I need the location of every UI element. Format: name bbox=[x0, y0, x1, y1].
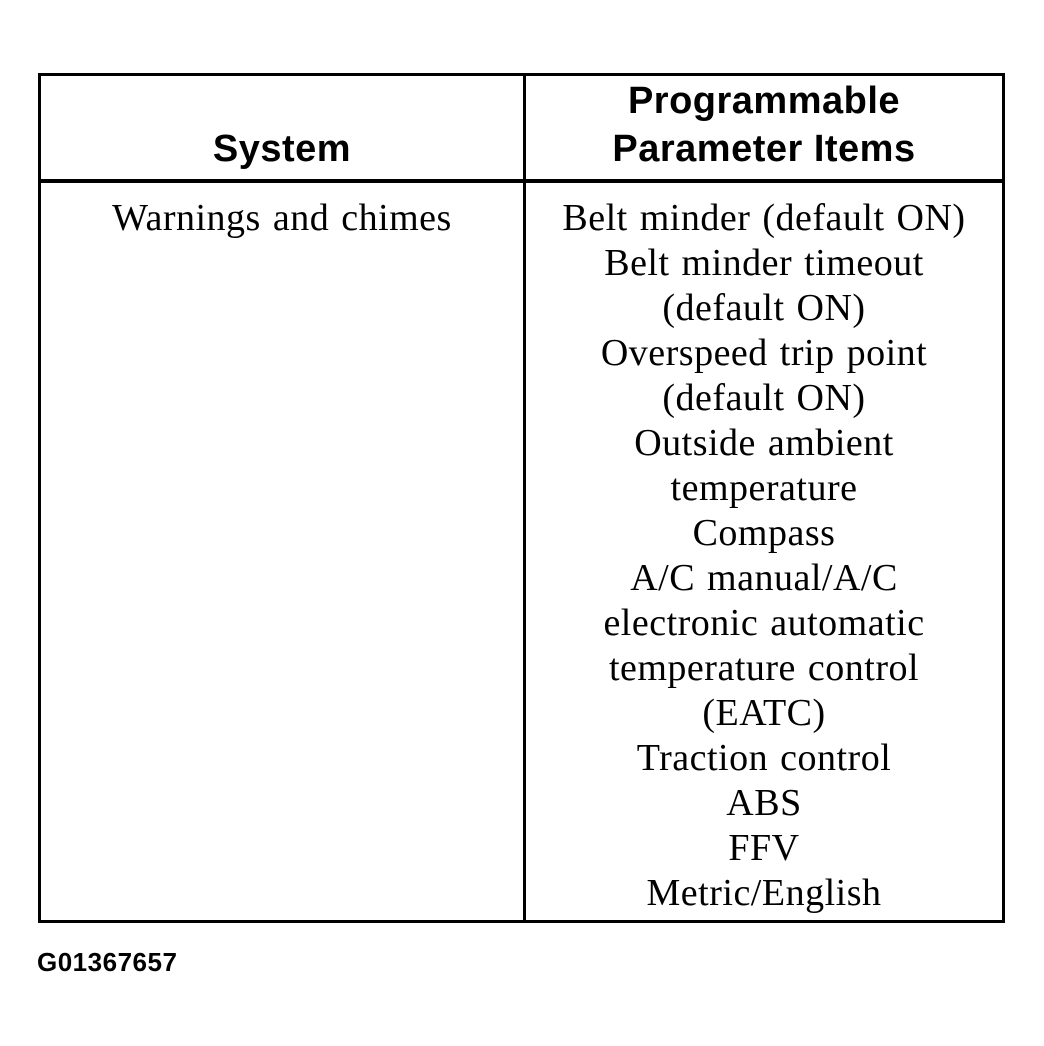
column-header-parameter-items-line: Parameter Items bbox=[612, 128, 916, 170]
column-header-parameter-items-line: Programmable bbox=[627, 80, 901, 122]
parameter-item-line: Overspeed trip point bbox=[600, 332, 928, 374]
parameter-item-line: (default ON) bbox=[662, 377, 866, 419]
column-header-system bbox=[41, 76, 523, 183]
parameter-item-line: Metric/English bbox=[646, 872, 882, 914]
parameter-item-line: Traction control bbox=[636, 737, 892, 779]
parameter-item-line: FFV bbox=[728, 827, 800, 869]
column-header-system-label: System bbox=[212, 128, 352, 170]
parameter-item-line: ABS bbox=[726, 782, 802, 824]
cell-system bbox=[41, 183, 523, 920]
parameter-item-line: (EATC) bbox=[702, 692, 826, 734]
cell-parameter-items bbox=[523, 183, 1002, 920]
parameter-item-line: temperature control bbox=[608, 647, 920, 689]
parameter-item-line: temperature bbox=[670, 467, 858, 509]
programmable-parameters-table bbox=[38, 73, 1005, 923]
system-value: Warnings and chimes bbox=[112, 197, 452, 239]
parameter-item-line: Compass bbox=[692, 512, 836, 554]
parameter-item-line: electronic automatic bbox=[603, 602, 925, 644]
parameter-item-line: A/C manual/A/C bbox=[630, 557, 898, 599]
parameter-item-line: (default ON) bbox=[662, 287, 866, 329]
column-header-parameter-items bbox=[523, 76, 1002, 183]
parameter-item-line: Belt minder timeout bbox=[604, 242, 924, 284]
figure-id: G01367657 bbox=[37, 947, 178, 977]
parameter-item-line: Outside ambient bbox=[634, 422, 894, 464]
parameter-item-line: Belt minder (default ON) bbox=[562, 197, 966, 239]
